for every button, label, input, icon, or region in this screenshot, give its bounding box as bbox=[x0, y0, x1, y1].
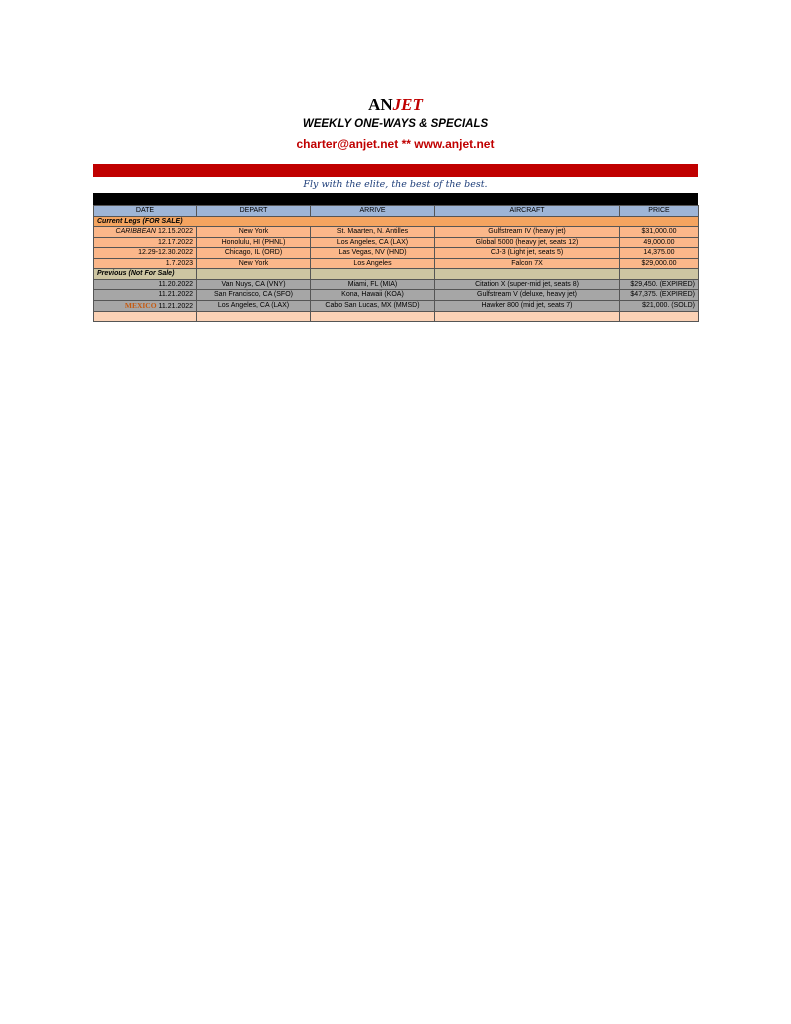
aircraft-cell: Hawker 800 (mid jet, seats 7) bbox=[435, 300, 620, 311]
region-tag: CARIBBEAN bbox=[115, 228, 156, 236]
logo-an: AN bbox=[368, 95, 393, 114]
date-value: 12.15.2022 bbox=[157, 228, 193, 236]
date-value: 1.7.2023 bbox=[165, 259, 193, 267]
date-value: 12.29-12.30.2022 bbox=[138, 249, 193, 257]
arrive-cell: Los Angeles bbox=[311, 258, 435, 269]
table-row bbox=[94, 290, 699, 301]
price-cell: $31,000.00 bbox=[620, 227, 699, 238]
depart-cell: New York bbox=[197, 258, 311, 269]
price-cell: $29,000.00 bbox=[620, 258, 699, 269]
date-value: 11.20.2022 bbox=[158, 280, 193, 288]
empty-cell bbox=[620, 311, 699, 322]
depart-cell: New York bbox=[197, 227, 311, 238]
table-row bbox=[94, 237, 699, 248]
aircraft-cell: Falcon 7X bbox=[435, 258, 620, 269]
arrive-cell: Miami, FL (MIA) bbox=[311, 279, 435, 290]
blank-row bbox=[94, 311, 699, 322]
col-header-aircraft: AIRCRAFT bbox=[435, 206, 620, 217]
table-row bbox=[94, 258, 699, 269]
empty-cell bbox=[435, 269, 620, 280]
current-section-row bbox=[94, 216, 699, 227]
empty-cell bbox=[197, 311, 311, 322]
table-header-row bbox=[94, 206, 699, 217]
col-header-arrive: ARRIVE bbox=[311, 206, 435, 217]
arrive-cell: Las Vegas, NV (HND) bbox=[311, 248, 435, 259]
col-header-date: DATE bbox=[94, 206, 197, 217]
depart-cell: Honolulu, HI (PHNL) bbox=[197, 237, 311, 248]
previous-section-label: Previous (Not For Sale) bbox=[94, 269, 197, 280]
price-cell: $47,375. (EXPIRED) bbox=[620, 290, 699, 301]
arrive-cell: Los Angeles, CA (LAX) bbox=[311, 237, 435, 248]
empty-cell bbox=[311, 311, 435, 322]
date-cell bbox=[94, 290, 197, 301]
company-logo bbox=[0, 95, 791, 115]
empty-cell bbox=[197, 269, 311, 280]
table-row bbox=[94, 227, 699, 238]
aircraft-cell: Gulfstream V (deluxe, heavy jet) bbox=[435, 290, 620, 301]
date-cell bbox=[94, 248, 197, 259]
price-cell: $29,450. (EXPIRED) bbox=[620, 279, 699, 290]
red-divider-bar bbox=[93, 164, 698, 177]
arrive-cell: Kona, Hawaii (KOA) bbox=[311, 290, 435, 301]
aircraft-cell: Global 5000 (heavy jet, seats 12) bbox=[435, 237, 620, 248]
table-row bbox=[94, 300, 699, 311]
arrive-cell: St. Maarten, N. Antilles bbox=[311, 227, 435, 238]
region-tag: MEXICO bbox=[124, 300, 157, 310]
aircraft-cell: CJ-3 (Light jet, seats 5) bbox=[435, 248, 620, 259]
col-header-price: PRICE bbox=[620, 206, 699, 217]
date-cell bbox=[94, 300, 197, 311]
previous-section-row bbox=[94, 269, 699, 280]
date-cell bbox=[94, 237, 197, 248]
flights-table bbox=[93, 205, 699, 322]
tagline: Fly with the elite, the best of the best. bbox=[303, 179, 488, 190]
depart-cell: Los Angeles, CA (LAX) bbox=[197, 300, 311, 311]
empty-cell bbox=[435, 311, 620, 322]
date-value: 11.21.2022 bbox=[158, 302, 193, 310]
arrive-cell: Cabo San Lucas, MX (MMSD) bbox=[311, 300, 435, 311]
empty-cell bbox=[311, 269, 435, 280]
table-row bbox=[94, 248, 699, 259]
current-section-label: Current Legs (FOR SALE) bbox=[94, 216, 699, 227]
date-value: 12.17.2022 bbox=[157, 238, 193, 246]
depart-cell: Chicago, IL (ORD) bbox=[197, 248, 311, 259]
black-divider-bar bbox=[93, 193, 698, 205]
empty-cell bbox=[94, 311, 197, 322]
date-cell bbox=[94, 227, 197, 238]
price-cell: 49,000.00 bbox=[620, 237, 699, 248]
date-cell bbox=[94, 258, 197, 269]
depart-cell: Van Nuys, CA (VNY) bbox=[197, 279, 311, 290]
price-cell: $21,000. (SOLD) bbox=[620, 300, 699, 311]
col-header-depart: DEPART bbox=[197, 206, 311, 217]
date-value: 11.21.2022 bbox=[158, 291, 193, 299]
aircraft-cell: Gulfstream IV (heavy jet) bbox=[435, 227, 620, 238]
contact-line: charter@anjet.net ** www.anjet.net bbox=[296, 137, 495, 151]
depart-cell: San Francisco, CA (SFO) bbox=[197, 290, 311, 301]
page-subtitle: WEEKLY ONE-WAYS & SPECIALS bbox=[302, 118, 489, 130]
logo-jet: JET bbox=[392, 95, 423, 114]
price-cell: 14,375.00 bbox=[620, 248, 699, 259]
date-cell bbox=[94, 279, 197, 290]
empty-cell bbox=[620, 269, 699, 280]
aircraft-cell: Citation X (super-mid jet, seats 8) bbox=[435, 279, 620, 290]
table-row bbox=[94, 279, 699, 290]
